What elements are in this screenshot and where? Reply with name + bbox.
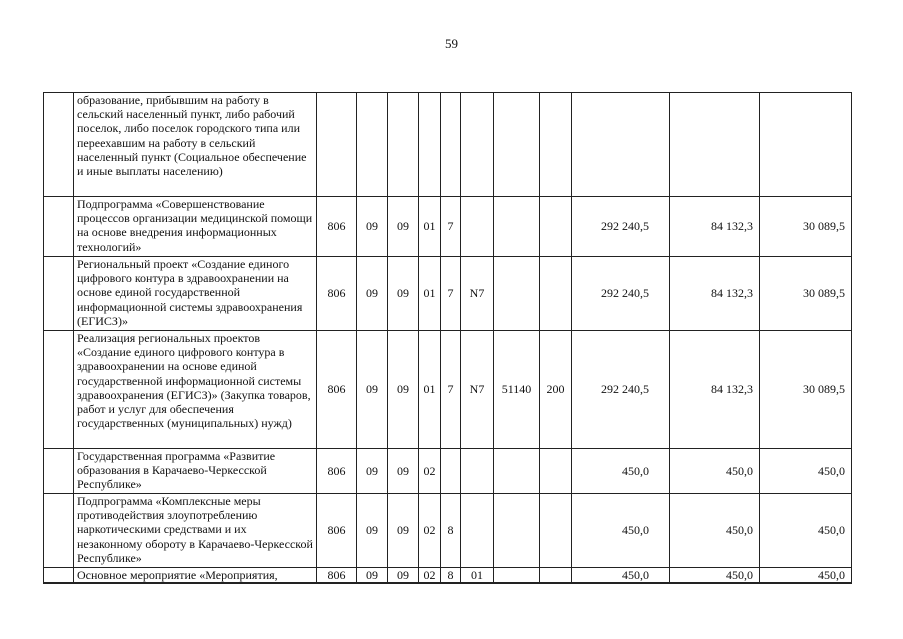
event-code <box>461 494 494 568</box>
ministry-code <box>317 93 357 197</box>
subsection-code: 09 <box>388 197 419 257</box>
amount-year-3: 450,0 <box>760 449 852 494</box>
row-number-cell <box>44 331 74 449</box>
amount-year-1: 292 240,5 <box>572 197 670 257</box>
expense-type-code <box>540 494 572 568</box>
subprogram-code: 8 <box>441 494 461 568</box>
amount-year-2 <box>670 93 760 197</box>
event-code: 01 <box>461 568 494 584</box>
table-row <box>44 568 852 584</box>
budget-table <box>43 92 852 584</box>
amount-year-3: 450,0 <box>760 568 852 584</box>
amount-year-3: 30 089,5 <box>760 331 852 449</box>
subsection-code: 09 <box>388 257 419 331</box>
program-code: 01 <box>419 257 441 331</box>
amount-year-3: 450,0 <box>760 494 852 568</box>
row-number-cell <box>44 93 74 197</box>
subprogram-code: 7 <box>441 257 461 331</box>
row-name: Подпрограмма «Комплексные меры противодействия злоупотреблению наркотическими средствами и их незаконному обороту в Карачаево-Черкесской Республике» <box>74 494 317 568</box>
section-code <box>357 93 388 197</box>
subsection-code <box>388 93 419 197</box>
amount-year-1: 450,0 <box>572 449 670 494</box>
subprogram-code: 8 <box>441 568 461 584</box>
program-code: 02 <box>419 568 441 584</box>
direction-code <box>494 197 540 257</box>
expense-type-code <box>540 197 572 257</box>
page-number: 59 <box>445 36 458 51</box>
subsection-code: 09 <box>388 494 419 568</box>
subsection-code: 09 <box>388 568 419 584</box>
amount-year-1: 450,0 <box>572 568 670 584</box>
expense-type-code <box>540 449 572 494</box>
program-code: 02 <box>419 449 441 494</box>
table-row <box>44 257 852 331</box>
section-code: 09 <box>357 449 388 494</box>
row-number-cell <box>44 197 74 257</box>
section-code: 09 <box>357 568 388 584</box>
program-code: 02 <box>419 494 441 568</box>
direction-code <box>494 449 540 494</box>
section-code: 09 <box>357 494 388 568</box>
subprogram-code <box>441 93 461 197</box>
amount-year-3: 30 089,5 <box>760 197 852 257</box>
amount-year-2: 84 132,3 <box>670 197 760 257</box>
event-code <box>461 449 494 494</box>
event-code <box>461 93 494 197</box>
subsection-code: 09 <box>388 331 419 449</box>
amount-year-3: 30 089,5 <box>760 257 852 331</box>
subprogram-code: 7 <box>441 331 461 449</box>
row-number-cell <box>44 449 74 494</box>
event-code <box>461 197 494 257</box>
amount-year-1 <box>572 93 670 197</box>
subprogram-code: 7 <box>441 197 461 257</box>
table-row <box>44 331 852 449</box>
row-name: Государственная программа «Развитие образования в Карачаево-Черкесской Республике» <box>74 449 317 494</box>
table-row <box>44 93 852 197</box>
ministry-code: 806 <box>317 568 357 584</box>
direction-code <box>494 494 540 568</box>
amount-year-2: 450,0 <box>670 449 760 494</box>
table-row <box>44 449 852 494</box>
expense-type-code <box>540 257 572 331</box>
row-name: Региональный проект «Создание единого цифрового контура в здравоохранении на основе единой государственной информационной системы здравоохранения (ЕГИСЗ)» <box>74 257 317 331</box>
amount-year-1: 292 240,5 <box>572 331 670 449</box>
expense-type-code: 200 <box>540 331 572 449</box>
program-code: 01 <box>419 331 441 449</box>
direction-code <box>494 93 540 197</box>
table-row <box>44 197 852 257</box>
amount-year-2: 450,0 <box>670 568 760 584</box>
ministry-code: 806 <box>317 331 357 449</box>
ministry-code: 806 <box>317 257 357 331</box>
program-code <box>419 93 441 197</box>
subprogram-code <box>441 449 461 494</box>
row-name: Основное мероприятие «Мероприятия, <box>74 568 317 584</box>
ministry-code: 806 <box>317 449 357 494</box>
amount-year-2: 84 132,3 <box>670 257 760 331</box>
program-code: 01 <box>419 197 441 257</box>
direction-code <box>494 568 540 584</box>
row-name: Реализация региональных проектов «Создание единого цифрового контура в здравоохранении на основе единой государственной информационной системы здравоохранения (ЕГИСЗ)» (Закупка товаров, работ и услуг для обеспечения государственных (муниципальных) нужд) <box>74 331 317 449</box>
section-code: 09 <box>357 257 388 331</box>
row-name: образование, прибывшим на работу в сельский населенный пункт, либо рабочий поселок, либо поселок городского типа или переехавшим на работу в сельский населенный пункт (Социальное обеспечение и иные выплаты населению) <box>74 93 317 197</box>
ministry-code: 806 <box>317 197 357 257</box>
expense-type-code <box>540 93 572 197</box>
section-code: 09 <box>357 331 388 449</box>
amount-year-2: 84 132,3 <box>670 331 760 449</box>
amount-year-3 <box>760 93 852 197</box>
row-number-cell <box>44 257 74 331</box>
ministry-code: 806 <box>317 494 357 568</box>
expense-type-code <box>540 568 572 584</box>
direction-code: 51140 <box>494 331 540 449</box>
event-code: N7 <box>461 257 494 331</box>
row-number-cell <box>44 568 74 584</box>
section-code: 09 <box>357 197 388 257</box>
row-name: Подпрограмма «Совершенствование процессов организации медицинской помощи на основе внедрения информационных технологий» <box>74 197 317 257</box>
subsection-code: 09 <box>388 449 419 494</box>
event-code: N7 <box>461 331 494 449</box>
row-number-cell <box>44 494 74 568</box>
direction-code <box>494 257 540 331</box>
amount-year-1: 292 240,5 <box>572 257 670 331</box>
amount-year-1: 450,0 <box>572 494 670 568</box>
amount-year-2: 450,0 <box>670 494 760 568</box>
table-row <box>44 494 852 568</box>
